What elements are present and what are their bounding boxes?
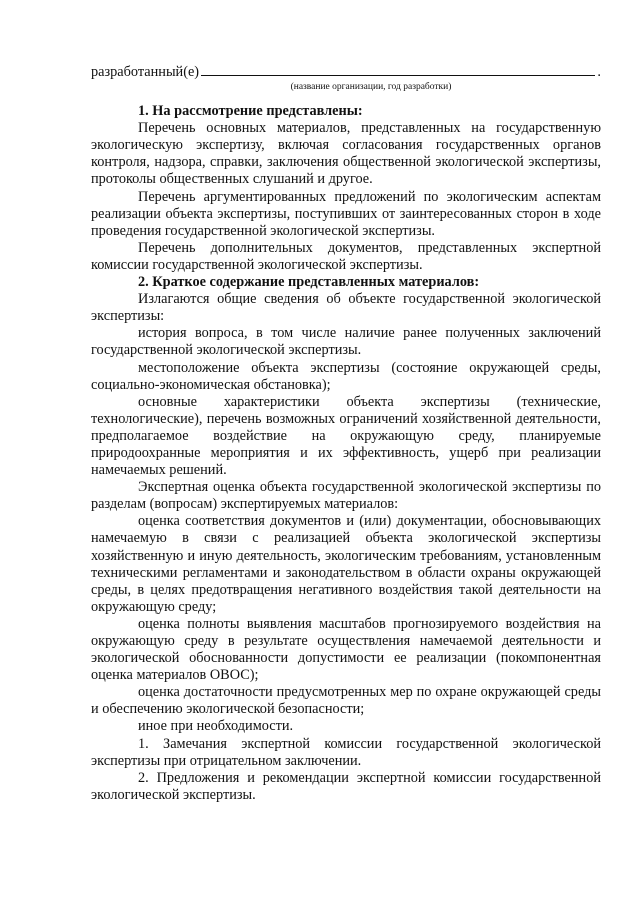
developer-label: разработанный(е) (91, 64, 200, 80)
paragraph: оценка достаточности предусмотренных мер по охране окружающей среды и обеспечению экологической безопасности; (91, 684, 601, 718)
paragraph: история вопроса, в том числе наличие ранее полученных заключений государственной экологической экспертизы. (91, 325, 601, 359)
line-end-period: . (597, 64, 601, 80)
paragraph: 1. Замечания экспертной комиссии государственной экологической экспертизы при отрицательном заключении. (91, 735, 601, 769)
developer-line (91, 62, 601, 81)
paragraph: оценка соответствия документов и (или) документации, обосновывающих намечаемую в связи с реализацией объекта экологической экспертизы хозяйственную и иную деятельность, экологическим требованиям, установленным техническими регламентами и законодательством в области охраны окружающей среды, в целях предотвращения негативного воздействия такой деятельности на окружающую среду; (91, 513, 601, 615)
organization-blank-field (201, 62, 595, 76)
document-page (91, 62, 601, 804)
paragraph: Перечень дополнительных документов, представленных экспертной комиссии государственной экологической экспертизы. (91, 239, 601, 273)
paragraph: Экспертная оценка объекта государственной экологической экспертизы по разделам (вопросам) экспертируемых материалов: (91, 479, 601, 513)
paragraph: основные характеристики объекта экспертизы (технические, технологические), перечень возможных ограничений хозяйственной деятельности, предполагаемое воздействие на окружающую среду, планируемые природоохранные мероприятия и их эффективность, ущерб при реализации намечаемых решений. (91, 393, 601, 479)
paragraph: оценка полноты выявления масштабов прогнозируемого воздействия на окружающую среду в результате осуществления намечаемой деятельности и экологической обоснованности допустимости ее реализации (покомпонентная оценка материалов ОВОС); (91, 615, 601, 684)
document-body (91, 103, 601, 804)
paragraph: Перечень аргументированных предложений по экологическим аспектам реализации объекта экспертизы, поступивших от заинтересованных сторон в ходе проведения государственной экологической экспертизы. (91, 188, 601, 239)
paragraph: Перечень основных материалов, представленных на государственную экологическую экспертизу, включая согласования государственных органов контроля, надзора, справки, заключения общественной экологической экспертизы, протоколы общественных слушаний и другое. (91, 120, 601, 188)
paragraph: Излагаются общие сведения об объекте государственной экологической экспертизы: (91, 291, 601, 325)
paragraph: иное при необходимости. (138, 718, 294, 735)
field-caption: (название организации, год разработки) (290, 82, 452, 93)
section-heading: 2. Краткое содержание представленных материалов: (138, 274, 480, 291)
section-heading: 1. На рассмотрение представлены: (138, 103, 363, 120)
paragraph: 2. Предложения и рекомендации экспертной комиссии государственной экологической экспертизы. (91, 769, 601, 803)
paragraph: местоположение объекта экспертизы (состояние окружающей среды, социально-экономическая обстановка); (91, 359, 601, 393)
